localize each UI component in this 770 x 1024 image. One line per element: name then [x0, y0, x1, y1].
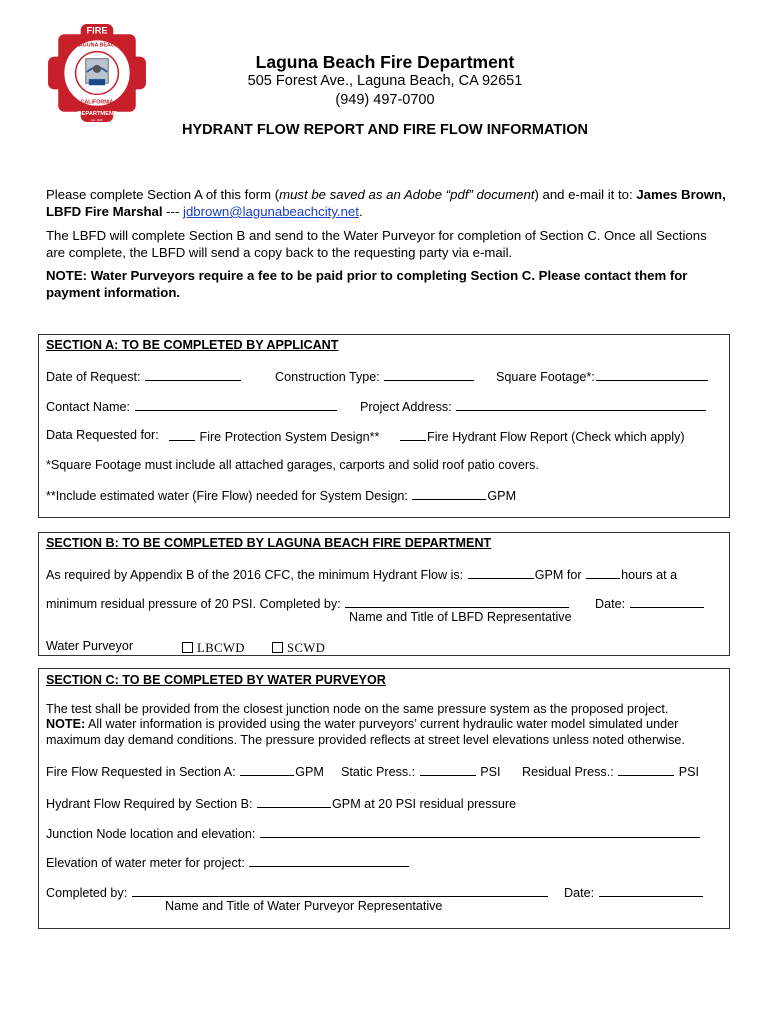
lbfd-date-field[interactable]	[630, 595, 704, 608]
lbfd-representative-label: Name and Title of LBFD Representative	[349, 610, 572, 624]
logo-est-text: Est. 1926	[91, 118, 103, 122]
purveyor-date-field[interactable]	[599, 884, 703, 897]
lbcwd-checkbox[interactable]	[182, 642, 193, 653]
logo-department-text: DEPARTMENT	[77, 110, 117, 117]
intro-paragraph-1: Please complete Section A of this form (must be saved as an Adobe “pdf” document) and e-mail it to: James Brown, LBFD Fire Marshal --- jdbrown@lagunabeachcity.net.	[46, 187, 726, 219]
hydrant-flow-gpm-field[interactable]	[468, 566, 534, 579]
payment-note: NOTE: Water Purveyors require a fee to be paid prior to completing Section C. Please contact them for payment information.	[46, 268, 688, 300]
section-a-title: SECTION A: TO BE COMPLETED BY APPLICANT	[46, 338, 339, 352]
purveyor-date-row: Date:	[564, 884, 704, 900]
purveyor-representative-label: Name and Title of Water Purveyor Representative	[165, 899, 443, 913]
static-pressure-row: Static Press.: PSI	[341, 765, 501, 779]
meter-elevation-field[interactable]	[249, 854, 409, 867]
junction-node-row: Junction Node location and elevation:	[46, 825, 701, 841]
square-footage-row: Square Footage*:	[496, 368, 709, 384]
section-c-title: SECTION C: TO BE COMPLETED BY WATER PURVEYOR	[46, 673, 386, 687]
residual-pressure-row: Residual Press.: PSI	[522, 765, 700, 779]
logo-ring-bottom-text: CALIFORNIA	[80, 99, 114, 106]
fire-hydrant-check-field[interactable]	[400, 428, 426, 441]
fire-flow-requested-row: Fire Flow Requested in Section A: GPM	[46, 765, 324, 779]
hydrant-flow-required-field[interactable]	[257, 795, 331, 808]
fire-flow-requested-field[interactable]	[240, 763, 294, 776]
junction-node-instruction: The test shall be provided from the closest junction node on the same pressure system as the proposed project.	[46, 702, 669, 716]
hydraulic-model-note: NOTE: All water information is provided using the water purveyors’ current hydraulic water model simulated under maximum day demand conditions. The pressure provided reflects at street level elevations unless noted otherwise.	[46, 717, 685, 747]
junction-node-field[interactable]	[260, 825, 700, 838]
scwd-checkbox[interactable]	[272, 642, 283, 653]
logo-fire-text: FIRE	[86, 25, 108, 36]
construction-type-field[interactable]	[384, 368, 474, 381]
square-footage-field[interactable]	[596, 368, 708, 381]
email-link[interactable]: jdbrown@lagunabeachcity.net	[183, 204, 359, 219]
hydrant-flow-hours-field[interactable]	[586, 566, 620, 579]
purveyor-completed-by-field[interactable]	[132, 884, 548, 897]
department-phone: (949) 497-0700	[335, 92, 435, 108]
section-b-box	[38, 532, 730, 656]
department-address: 505 Forest Ave., Laguna Beach, CA 92651	[247, 73, 523, 89]
static-pressure-field[interactable]	[420, 763, 476, 776]
logo-ring-top-text: LAGUNA BEACH	[75, 42, 119, 49]
fire-hydrant-option: Fire Hydrant Flow Report (Check which apply)	[399, 428, 685, 444]
lbcwd-option[interactable]: LBCWD	[182, 639, 245, 657]
date-of-request-row: Date of Request:	[46, 368, 242, 384]
fire-protection-check-field[interactable]	[169, 428, 195, 441]
fire-protection-option: Fire Protection System Design**	[168, 428, 379, 444]
lbfd-date-row: Date:	[595, 595, 705, 611]
completed-by-row: minimum residual pressure of 20 PSI. Completed by:	[46, 595, 570, 611]
water-purveyor-label: Water Purveyor	[46, 639, 134, 653]
data-requested-label: Data Requested for:	[46, 428, 159, 442]
square-footage-note: *Square Footage must include all attached garages, carports and solid roof patio covers.	[46, 458, 539, 472]
form-title: HYDRANT FLOW REPORT AND FIRE FLOW INFORMATION	[182, 122, 588, 138]
hydrant-flow-required-row: Hydrant Flow Required by Section B: GPM at 20 PSI residual pressure	[46, 797, 517, 811]
purveyor-completed-by-row: Completed by:	[46, 884, 549, 900]
residual-pressure-field[interactable]	[618, 763, 674, 776]
construction-type-row: Construction Type:	[275, 368, 475, 384]
date-of-request-field[interactable]	[145, 368, 241, 381]
hydrant-flow-row: As required by Appendix B of the 2016 CFC, the minimum Hydrant Flow is: GPM for hours at a	[46, 568, 678, 582]
section-b-title: SECTION B: TO BE COMPLETED BY LAGUNA BEACH FIRE DEPARTMENT	[46, 536, 492, 550]
department-name: Laguna Beach Fire Department	[255, 52, 515, 72]
intro-paragraph-2: The LBFD will complete Section B and send to the Water Purveyor for completion of Section C. Once all Sections are complete, the LBFD will send a copy back to the requesting party via e-mail.	[46, 228, 707, 260]
fire-flow-note-row: **Include estimated water (Fire Flow) needed for System Design: GPM	[46, 489, 517, 503]
contact-name-field[interactable]	[135, 398, 337, 411]
project-address-row: Project Address:	[360, 398, 707, 414]
contact-name-row: Contact Name:	[46, 398, 338, 414]
lbfd-completed-by-field[interactable]	[345, 595, 569, 608]
fire-flow-gpm-field[interactable]	[412, 487, 486, 500]
scwd-option[interactable]: SCWD	[272, 639, 325, 657]
meter-elevation-row: Elevation of water meter for project:	[46, 854, 410, 870]
project-address-field[interactable]	[456, 398, 706, 411]
